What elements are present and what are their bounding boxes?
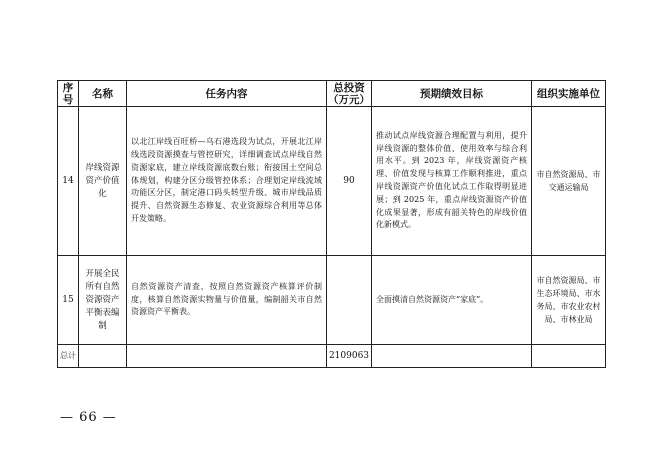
expected-goal: 全面摸清自然资源资产“家底”。 — [372, 256, 532, 345]
total-empty-task — [127, 345, 327, 368]
project-name: 开展全民所有自然资源资产平衡表编制 — [79, 256, 127, 345]
header-task: 任务内容 — [127, 81, 327, 107]
page-number: — 66 — — [60, 410, 117, 425]
expected-goal: 推动试点岸线资源合理配置与利用，提升岸线资源的整体价值、使用效率与综合利用水平。到 2023 年，岸线资源资产核理、价值发现与核算工作顺利推进，重点岸线资源资产价值化试点工作取得明显进展；到 2025 年，重点岸线资源资产价值化成果显著，形成有韶关特色的岸线价值化新模式。 — [372, 107, 532, 256]
total-empty-org — [532, 345, 606, 368]
total-empty-name — [79, 345, 127, 368]
total-label: 总计 — [58, 345, 79, 368]
total-empty-goal — [372, 345, 532, 368]
header-name: 名称 — [79, 81, 127, 107]
row-number: 14 — [58, 107, 79, 256]
row-number: 15 — [58, 256, 79, 345]
table-header-row — [58, 81, 606, 107]
total-row — [58, 345, 606, 368]
investment-amount: 90 — [327, 107, 372, 256]
total-investment: 2109063 — [327, 345, 372, 368]
header-no: 序号 — [58, 81, 79, 107]
task-content: 以北江岸线百旺桥—乌石港选段为试点，开展北江岸线选段资源摸查与管控研究，详细调查试点岸线自然资源家底，建立岸线资源底数台账；衔接国土空间总体规划，构建分区分级管控体系；合理划定岸线流域功能区分区，制定港口码头转型升级、城市岸线品质提升、自然资源生态修复、农业资源综合利用等总体开发策略。 — [127, 107, 327, 256]
plan-table — [57, 80, 606, 368]
header-investment: 总投资（万元） — [328, 81, 370, 106]
project-name: 岸线资源资产价值化 — [79, 107, 127, 256]
implementing-org: 市自然资源局、市交通运输局 — [532, 107, 606, 256]
header-org: 组织实施单位 — [532, 81, 606, 107]
investment-amount — [327, 256, 372, 345]
task-content: 自然资源资产清查，按照自然资源资产核算评价制度，核算自然资源实物量与价值量，编制韶关市自然资源资产平衡表。 — [127, 256, 327, 345]
table-row — [58, 256, 606, 345]
header-goal: 预期绩效目标 — [372, 81, 532, 107]
table-row — [58, 107, 606, 256]
implementing-org: 市自然资源局、市生态环境局、市水务局、市农业农村局、市林业局 — [532, 256, 606, 345]
